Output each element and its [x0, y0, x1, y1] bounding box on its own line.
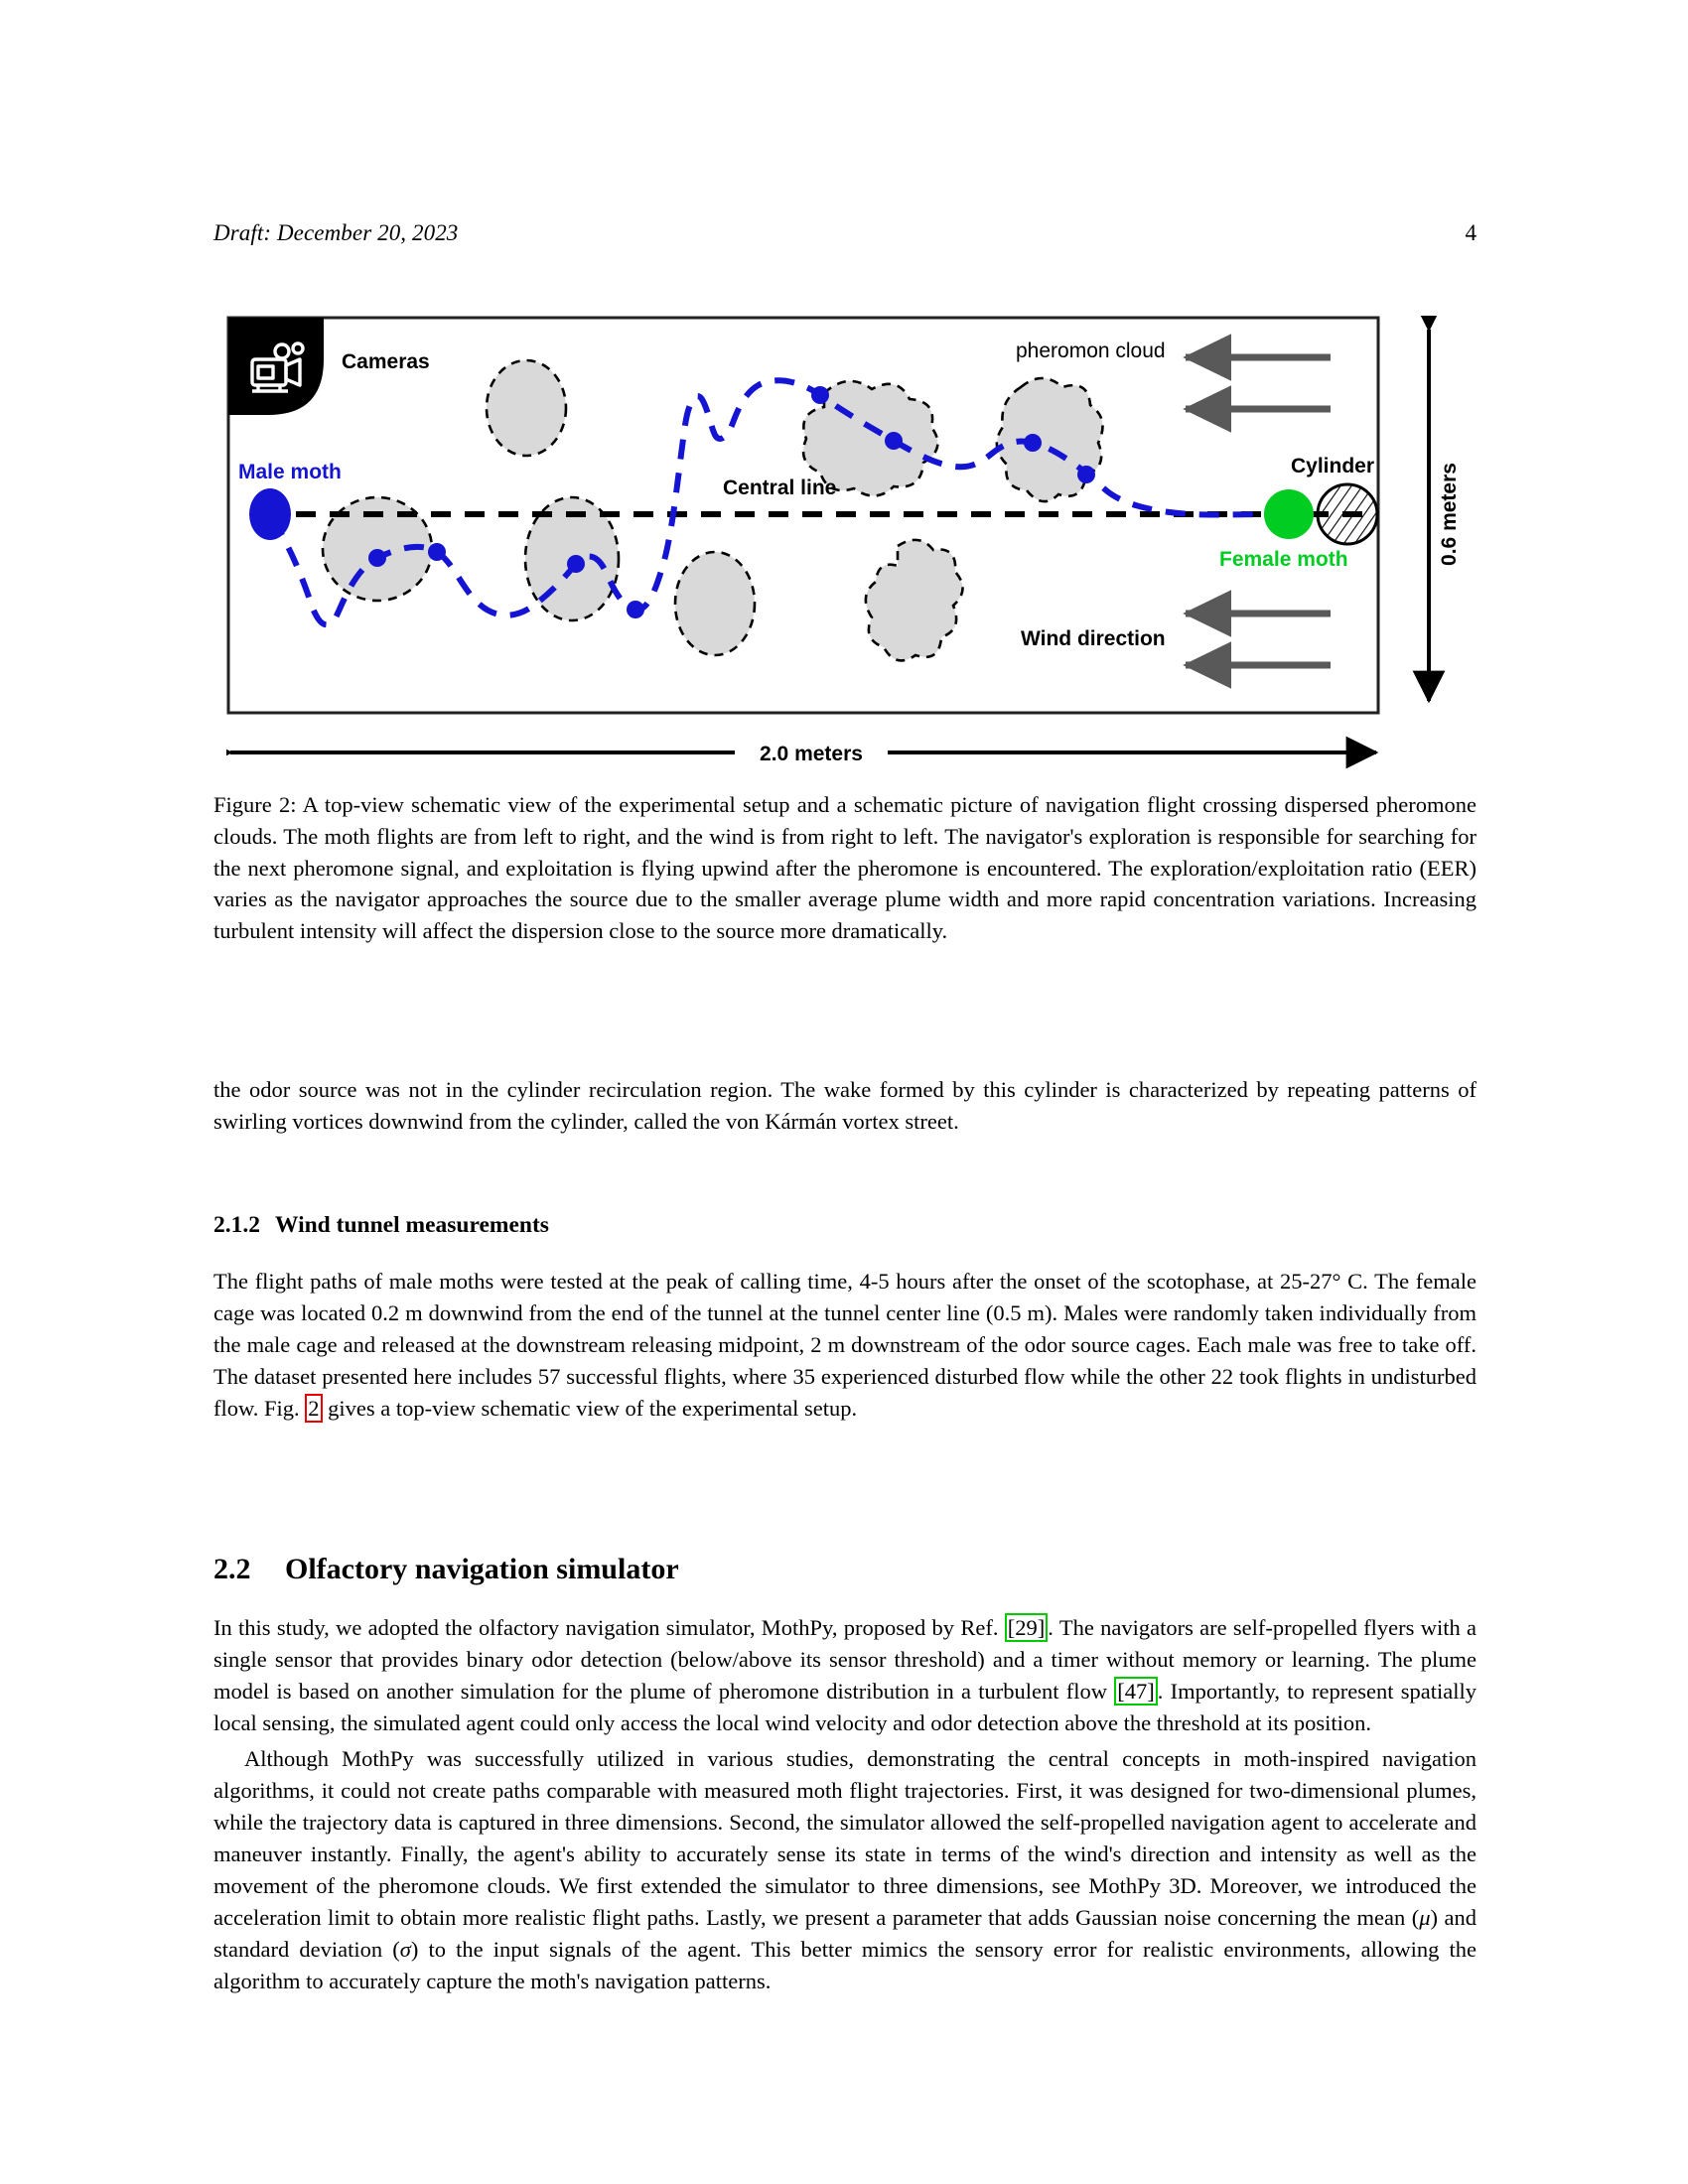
paragraph-mothpy-part1: Although MothPy was successfully utilized in various studies, demonstrating the central concepts in moth-inspired navigation algorithms, it could not create paths comparable with measured moth flight trajectories. First, it was designed for two-dimensional plumes, while the trajectory data is captured in three dimensions. Second, the simulator allowed the self-propelled navigation agent to accelerate and maneuver instantly. Finally, the agent's ability to accurately sense its state in terms of the wind's direction and intensity as well as the movement of the pheromone clouds. We first extended the simulator to three dimensions, see MothPy 3D. Moreover, we introduced the acceleration limit to obtain more realistic flight paths. Lastly, we present a parameter that adds Gaussian noise concerning the mean ( — [213, 1745, 1477, 1930]
heading-2-1-2-number: 2.1.2 — [213, 1211, 260, 1238]
citation-link-47[interactable]: [47] — [1114, 1677, 1158, 1706]
paragraph-mothpy-part3: ) to the input signals of the agent. This better mimics the sensory error for realistic environments, allowing the algorithm to accurately capture the moth's navigation patterns. — [213, 1936, 1477, 1993]
cylinder-label: Cylinder — [1291, 455, 1375, 478]
female-moth-label: Female moth — [1219, 548, 1348, 571]
heading-2-2-number: 2.2 — [213, 1552, 251, 1585]
symbol-mu: μ — [1419, 1904, 1431, 1930]
draft-date: Draft: December 20, 2023 — [213, 220, 459, 245]
paragraph-simulator-part2: . The navigators are self-propelled flyers with a single sensor that provides binary odor detection (below/above its sensor threshold) and a timer without memory or learning. The plume model is based on another simulation for the plume of pheromone distribution in a turbulent flow — [213, 1614, 1477, 1704]
male-moth-label: Male moth — [238, 461, 342, 483]
citation-link-29[interactable]: [29] — [1005, 1613, 1049, 1642]
wind-direction-label: Wind direction — [1021, 627, 1166, 650]
figure-2-schematic — [226, 316, 1463, 774]
female-moth-marker — [1264, 489, 1314, 539]
figure-reference-link[interactable]: 2 — [305, 1394, 322, 1423]
paragraph-simulator — [213, 1612, 1477, 1739]
heading-2-1-2-title: Wind tunnel measurements — [275, 1211, 549, 1238]
paragraph-mothpy-limitations — [213, 1743, 1477, 1997]
heading-2-2-title: Olfactory navigation simulator — [285, 1552, 679, 1585]
running-head — [213, 220, 1477, 246]
cloud-upper-left — [487, 360, 566, 456]
heading-2-1-2 — [213, 1210, 1477, 1240]
heading-2-2 — [213, 1552, 1477, 1587]
paragraph-odor-source: the odor source was not in the cylinder recirculation region. The wake formed by this cylinder is characterized by repeating patterns of swirling vortices downwind from the cylinder, called the von Kármán vortex street. — [213, 1076, 1477, 1134]
paragraph-wind-tunnel-part2: gives a top-view schematic view of the experimental setup. — [322, 1395, 858, 1421]
pheromon-cloud-label: pheromon cloud — [1016, 340, 1166, 362]
figure-caption — [213, 789, 1477, 947]
paragraph-simulator-part3: . Importantly, to represent spatially local sensing, the simulated agent could only access the local wind velocity and odor detection above the threshold at its position. — [213, 1678, 1477, 1735]
figure-caption-label: Figure 2: — [213, 792, 297, 817]
page-number: 4 — [1465, 220, 1477, 245]
width-dimension-label: 2.0 meters — [760, 743, 863, 765]
paragraph-simulator-part1: In this study, we adopted the olfactory navigation simulator, MothPy, proposed by Ref. — [213, 1614, 1005, 1640]
cylinder-marker — [1318, 484, 1377, 544]
paragraph-wind-tunnel — [213, 1266, 1477, 1425]
central-line-label: Central line — [723, 477, 837, 499]
cameras-badge — [228, 318, 324, 415]
paragraph-mothpy-part2: ) and standard deviation ( — [213, 1904, 1477, 1962]
figure-caption-text: A top-view schematic view of the experimental setup and a schematic picture of navigation flight crossing dispersed pheromone clouds. The moth flights are from left to right, and the wind is from right to left. The navigator's exploration is responsible for searching for the next pheromone signal, and exploitation is flying upwind after the pheromone is encountered. The exploration/exploitation ratio (EER) varies as the navigator approaches the source due to the smaller average plume width and more rapid concentration variations. Increasing turbulent intensity will affect the dispersion close to the source more dramatically. — [213, 792, 1477, 944]
male-moth-marker — [249, 488, 291, 540]
cloud-lower-mid — [675, 552, 755, 655]
symbol-sigma: σ — [399, 1936, 411, 1962]
height-dimension-label: 0.6 meters — [1438, 463, 1461, 566]
paragraph-wind-tunnel-part1: The flight paths of male moths were tested at the peak of calling time, 4-5 hours after the onset of the scotophase, at 25-27° C. The female cage was located 0.2 m downwind from the end of the tunnel at the tunnel center line (0.5 m). Males were randomly taken individually from the male cage and released at the downstream releasing midpoint, 2 m downstream of the odor source cages. Each male was free to take off. The dataset presented here includes 57 successful flights, where 35 experienced disturbed flow while the other 22 took flights in undisturbed flow. Fig. — [213, 1268, 1477, 1421]
cameras-label: Cameras — [342, 350, 430, 373]
